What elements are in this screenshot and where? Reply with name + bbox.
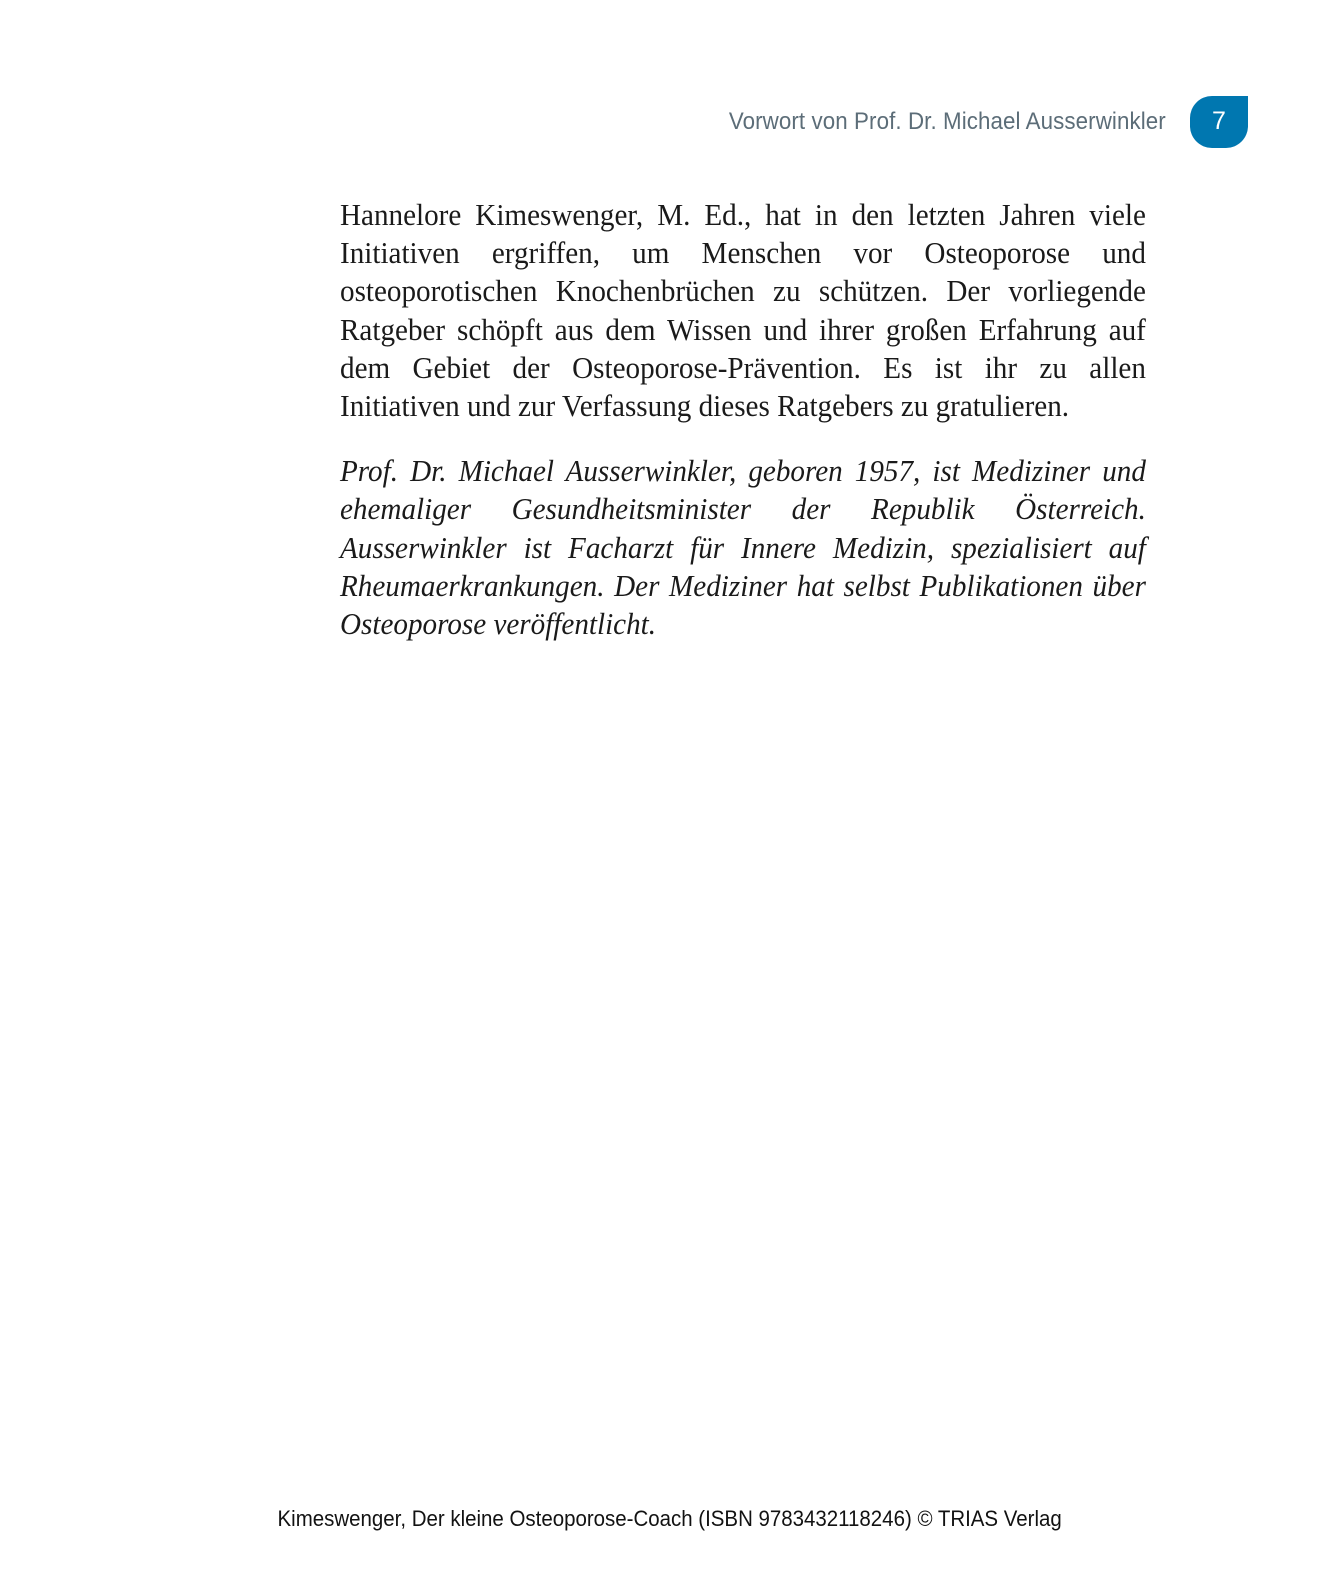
body-paragraph-intro: Hannelore Kimeswenger, M. Ed., hat in den letzten Jahren viele Initiativen ergriffen, um Menschen vor Osteoporose und osteoporotischen Knochenbrüchen zu schützen. Der vorliegende Ratgeber schöpft aus dem Wissen und ihrer großen Erfahrung auf dem Gebiet der Osteoporose-Prävention. Es ist ihr zu allen Initiativen und zur Verfassung dieses Ratgebers zu gratulieren.: [340, 198, 1146, 424]
page-number-badge: 7: [1190, 96, 1248, 148]
footer-copyright-line: Kimeswenger, Der kleine Osteoporose-Coach (ISBN 9783432118246) © TRIAS Verlag: [277, 1506, 1062, 1531]
running-head: [0, 96, 1248, 148]
page-footer: [0, 1506, 1339, 1532]
running-head-title: Vorwort von Prof. Dr. Michael Ausserwinkler: [729, 108, 1166, 135]
body-text-column: [340, 196, 1146, 643]
body-paragraph-author-bio: Prof. Dr. Michael Ausserwinkler, geboren 1957, ist Mediziner und ehemaliger Gesundheitsminister der Republik Österreich. Ausserwinkler ist Facharzt für Innere Medizin, spezialisiert auf Rheumaerkrankungen. Der Mediziner hat selbst Publikationen über Osteoporose veröffentlicht.: [340, 454, 1146, 642]
